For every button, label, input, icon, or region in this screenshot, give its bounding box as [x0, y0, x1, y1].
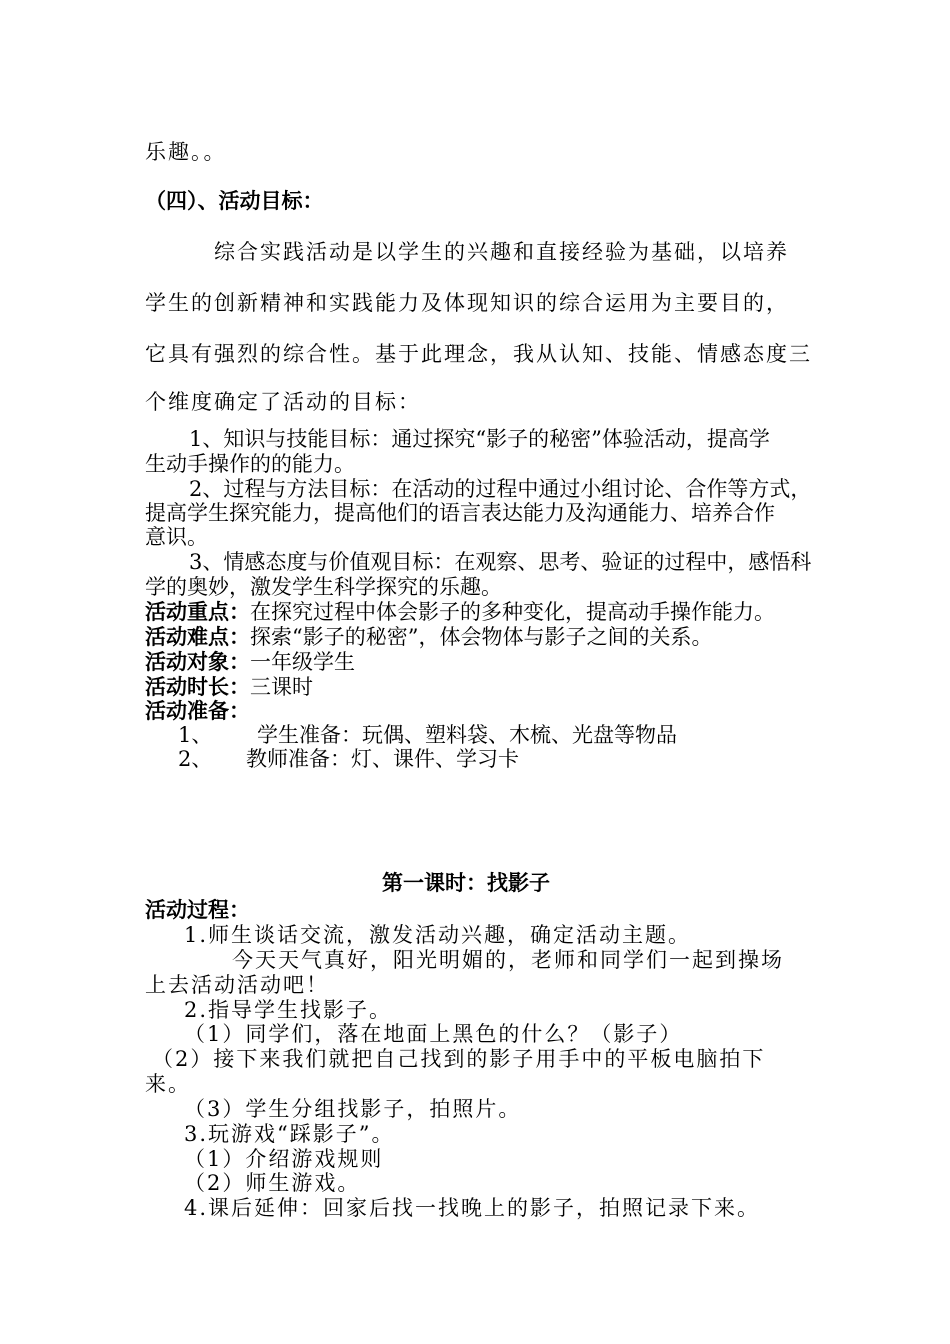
objective-2-line: 2、过程与方法目标：在活动的过程中通过小组讨论、合作等方式， — [189, 477, 812, 501]
duration-label: 活动时长： — [145, 674, 250, 699]
preparation-item-text: 教师准备：灯、课件、学习卡 — [246, 747, 519, 771]
lesson-title: 第一课时：找影子 — [382, 870, 550, 895]
objective-1-line: 生动手操作的的能力。 — [145, 452, 355, 476]
section-heading: （四）、活动目标： — [145, 188, 324, 213]
key-point-text: 在探究过程中体会影子的多种变化，提高动手操作能力。 — [250, 600, 775, 624]
difficulty-text: 探索“影子的秘密”，体会物体与影子之间的关系。 — [250, 625, 713, 649]
difficulty-label: 活动难点： — [145, 624, 250, 649]
process-line: 今天天气真好，阳光明媚的，老师和同学们一起到操场 — [232, 948, 784, 972]
duration-text: 三课时 — [250, 675, 313, 699]
goals-paragraph-line: 学生的创新精神和实践能力及体现知识的综合运用为主要目的， — [145, 291, 789, 315]
process-line: （3）学生分组找影子，拍照片。 — [184, 1097, 522, 1121]
key-point — [145, 599, 775, 625]
process-line: （1）同学们，落在地面上黑色的什么？（影子） — [184, 1022, 683, 1046]
preparation-item-number: 2、 — [178, 747, 213, 771]
preparation-item — [178, 746, 519, 772]
process-line: 4.课后延伸：回家后找一找晚上的影子，拍照记录下来。 — [184, 1196, 761, 1220]
process-line: 3.玩游戏“踩影子”。 — [184, 1122, 395, 1146]
objective-1-line: 1、知识与技能目标：通过探究“影子的秘密”体验活动，提高学 — [189, 427, 770, 451]
objective-2-line: 意识。 — [145, 525, 208, 549]
process-line: 来。 — [145, 1072, 191, 1096]
preparation-item — [178, 722, 677, 748]
process-label: 活动过程： — [145, 897, 250, 922]
process-line: 上去活动活动吧！ — [145, 973, 329, 997]
duration — [145, 674, 313, 700]
audience-text: 一年级学生 — [250, 650, 355, 674]
objective-3-line: 学的奥妙，激发学生科学探究的乐趣。 — [145, 575, 502, 599]
process-line: （2）师生游戏。 — [184, 1171, 361, 1195]
audience — [145, 649, 355, 675]
preparation-label: 活动准备： — [145, 698, 250, 723]
goals-paragraph-line: 综合实践活动是以学生的兴趣和直接经验为基础，以培养 — [214, 240, 789, 264]
preparation-item-text: 学生准备：玩偶、塑料袋、木梳、光盘等物品 — [257, 723, 677, 747]
key-point-label: 活动重点： — [145, 599, 250, 624]
process-line: （2）接下来我们就把自己找到的影子用手中的平板电脑拍下 — [152, 1047, 766, 1071]
preparation-item-number: 1、 — [178, 723, 213, 747]
process-line: （1）介绍游戏规则 — [184, 1147, 384, 1171]
objective-3-line: 3、情感态度与价值观目标：在观察、思考、验证的过程中，感悟科 — [189, 550, 812, 574]
process-line: 2.指导学生找影子。 — [184, 998, 393, 1022]
objective-2-line: 提高学生探究能力，提高他们的语言表达能力及沟通能力、培养合作 — [145, 501, 775, 525]
intro-tail: 乐趣。。 — [145, 140, 227, 164]
process-line: 1.师生谈话交流，激发活动兴趣，确定活动主题。 — [184, 923, 692, 947]
goals-paragraph-line: 它具有强烈的综合性。基于此理念，我从认知、技能、情感态度三 — [145, 342, 812, 366]
difficulty — [145, 624, 712, 650]
goals-paragraph-line: 个维度确定了活动的目标： — [145, 390, 421, 414]
audience-label: 活动对象： — [145, 649, 250, 674]
